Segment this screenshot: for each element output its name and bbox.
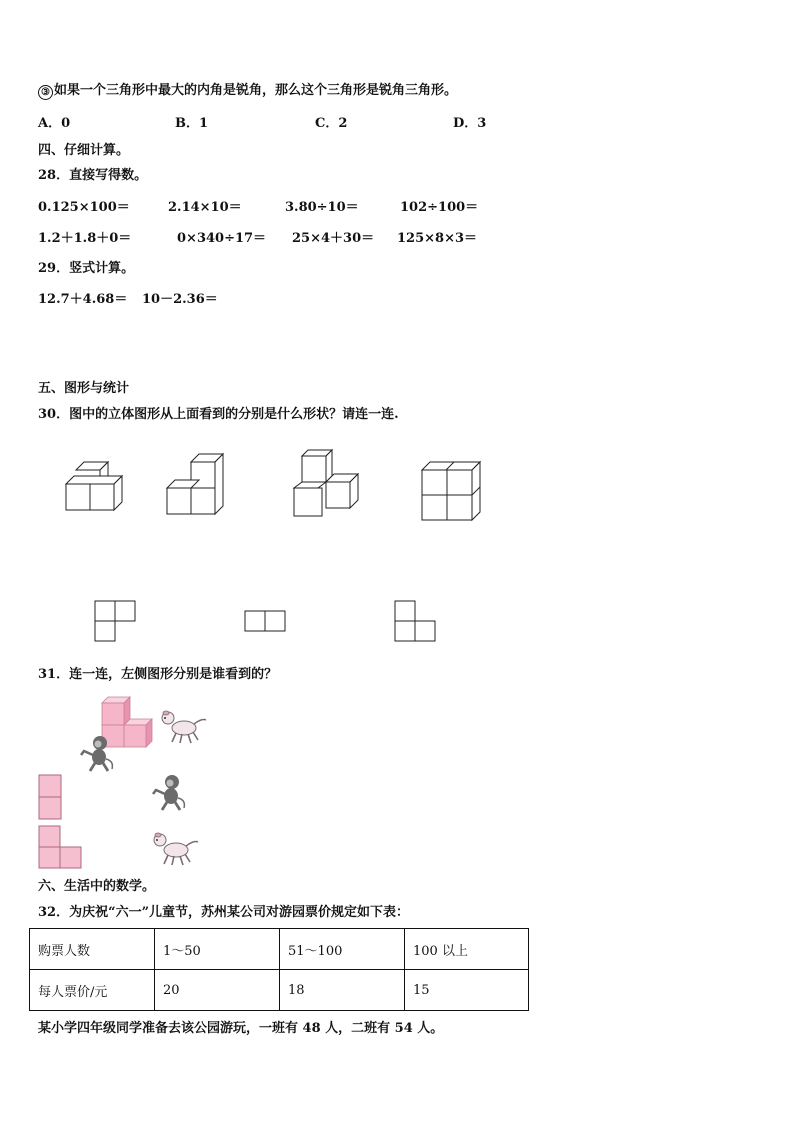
table-cell: 每人票价/元 — [30, 970, 155, 1011]
q28-expr: 2.14×10＝ — [168, 200, 242, 215]
q30-title: 30．图中的立体图形从上面看到的分别是什么形状？请连一连. — [38, 407, 399, 422]
monkey-icon[interactable] — [78, 733, 118, 773]
ticket-price-table — [29, 928, 529, 1011]
choice-a[interactable]: A．0 — [38, 116, 71, 131]
solid-figure-4[interactable] — [420, 460, 484, 524]
choice-b[interactable]: B．1 — [175, 116, 209, 131]
choice-c[interactable]: C．2 — [315, 116, 348, 131]
view-figure-vertical-two[interactable] — [38, 774, 62, 820]
view-figure-l-shape[interactable] — [38, 825, 84, 869]
q28-expr: 1.2＋1.8＋0＝ — [38, 231, 132, 246]
q32-text: 某小学四年级同学准备去该公园游玩，一班有 48 人，二班有 54 人。 — [38, 1021, 444, 1036]
q28-expr: 25×4＋30＝ — [292, 231, 375, 246]
choice-d[interactable]: D．3 — [453, 116, 487, 131]
table-row — [30, 970, 529, 1011]
q28-expr: 125×8×3＝ — [397, 231, 478, 246]
section-6-heading: 六、生活中的数学。 — [38, 879, 156, 894]
statement-3 — [38, 83, 457, 100]
top-view-option-1[interactable] — [94, 600, 136, 642]
q28-expr: 3.80÷10＝ — [285, 200, 359, 215]
solid-figure-2[interactable] — [165, 452, 235, 518]
section-5-heading: 五、图形与统计 — [38, 381, 130, 396]
table-header-cell: 51～100 — [280, 929, 405, 970]
q29-expr: 10－2.36＝ — [142, 292, 218, 307]
q28-expr: 102÷100＝ — [400, 200, 479, 215]
table-cell: 18 — [280, 970, 405, 1011]
top-view-option-2[interactable] — [244, 610, 286, 632]
q28-expr: 0×340÷17＝ — [177, 231, 267, 246]
q29-expr: 12.7＋4.68＝ — [38, 292, 128, 307]
table-cell: 15 — [405, 970, 529, 1011]
q32-title: 32．为庆祝“六一”儿童节，苏州某公司对游园票价规定如下表： — [38, 905, 410, 920]
q29-title: 29．竖式计算。 — [38, 261, 135, 276]
solid-figure-3[interactable] — [290, 448, 370, 520]
table-header-cell: 购票人数 — [30, 929, 155, 970]
statement-3-text: 如果一个三角形中最大的内角是锐角，那么这个三角形是锐角三角形。 — [54, 83, 458, 98]
table-row — [30, 929, 529, 970]
circled-3-marker: ③ — [38, 85, 53, 100]
monkey-icon[interactable] — [150, 772, 190, 812]
q28-expr: 0.125×100＝ — [38, 200, 130, 215]
table-header-cell: 1～50 — [155, 929, 280, 970]
solid-figure-1[interactable] — [60, 462, 130, 518]
dog-icon[interactable] — [158, 708, 208, 746]
section-4-heading: 四、仔细计算。 — [38, 143, 130, 158]
table-header-cell: 100 以上 — [405, 929, 529, 970]
q31-title: 31．连一连，左侧图形分别是谁看到的？ — [38, 667, 278, 682]
table-cell: 20 — [155, 970, 280, 1011]
top-view-option-3[interactable] — [394, 600, 436, 642]
q28-title: 28．直接写得数。 — [38, 168, 148, 183]
dog-icon[interactable] — [150, 830, 200, 868]
